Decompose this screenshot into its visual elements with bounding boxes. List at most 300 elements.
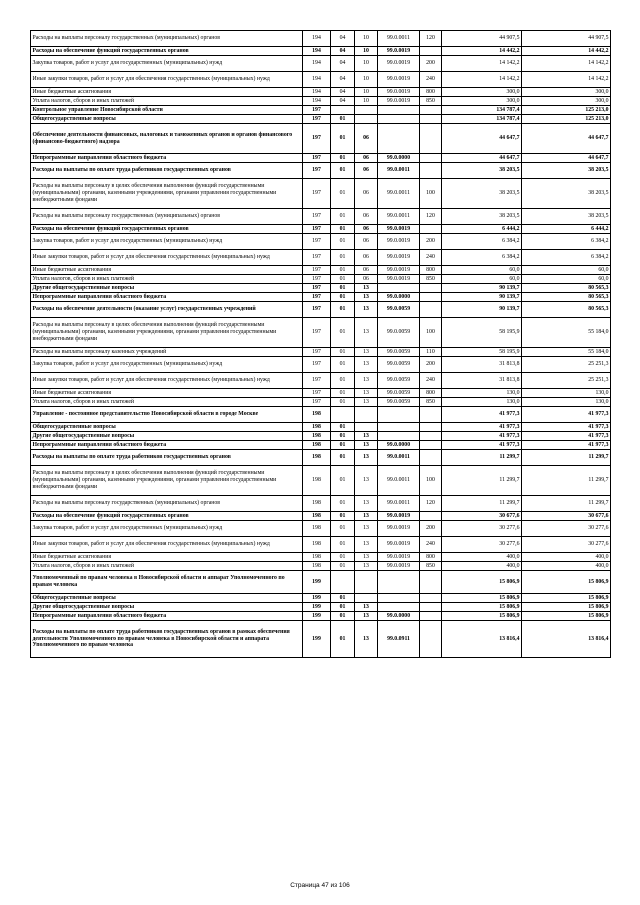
row-target-article-cell: 99.0.0011 — [378, 209, 420, 225]
row-sum-year2-cell: 41 977,3 — [522, 407, 611, 423]
row-sum-year1-cell: 38 203,5 — [442, 163, 522, 179]
row-sum-year1-cell: 14 442,2 — [442, 47, 522, 56]
row-section-cell: 01 — [331, 603, 355, 612]
budget-page — [30, 30, 610, 658]
row-sum-year2-cell: 38 203,5 — [522, 163, 611, 179]
row-section-cell: 01 — [331, 512, 355, 521]
row-sum-year1-cell: 400,0 — [442, 562, 522, 571]
row-sum-year1-cell: 13 816,4 — [442, 621, 522, 658]
row-name-cell: Иные бюджетные ассигнования — [31, 553, 303, 562]
row-name-cell: Расходы на выплаты персоналу казенных учреждений — [31, 348, 303, 357]
row-subsection-cell — [355, 106, 378, 115]
row-section-cell: 01 — [331, 284, 355, 293]
row-name-cell: Общегосударственные вопросы — [31, 594, 303, 603]
row-target-article-cell — [378, 407, 420, 423]
row-sum-year2-cell: 55 184,0 — [522, 318, 611, 348]
row-subsection-cell: 13 — [355, 398, 378, 407]
row-expense-type-cell — [420, 225, 442, 234]
row-section-cell: 01 — [331, 124, 355, 154]
row-subsection-cell: 06 — [355, 179, 378, 209]
table-row — [31, 562, 611, 571]
row-sum-year2-cell: 14 142,2 — [522, 72, 611, 88]
row-grbs-cell: 197 — [303, 234, 331, 250]
row-sum-year2-cell: 55 184,0 — [522, 348, 611, 357]
row-sum-year1-cell: 15 806,9 — [442, 571, 522, 594]
row-grbs-cell: 197 — [303, 115, 331, 124]
row-subsection-cell: 13 — [355, 318, 378, 348]
row-section-cell: 04 — [331, 56, 355, 72]
row-grbs-cell: 194 — [303, 31, 331, 47]
row-sum-year1-cell: 6 444,2 — [442, 225, 522, 234]
row-sum-year2-cell: 80 565,3 — [522, 284, 611, 293]
table-row — [31, 612, 611, 621]
row-expense-type-cell — [420, 512, 442, 521]
row-name-cell: Непрограммные направления областного бюджета — [31, 293, 303, 302]
row-subsection-cell: 13 — [355, 621, 378, 658]
row-sum-year2-cell: 6 444,2 — [522, 225, 611, 234]
row-target-article-cell — [378, 284, 420, 293]
row-section-cell — [331, 106, 355, 115]
row-sum-year1-cell: 60,0 — [442, 266, 522, 275]
row-subsection-cell — [355, 423, 378, 432]
row-name-cell: Расходы на выплаты персоналу государственных (муниципальных) органов — [31, 31, 303, 47]
row-section-cell: 01 — [331, 621, 355, 658]
row-sum-year1-cell: 11 299,7 — [442, 450, 522, 466]
row-expense-type-cell — [420, 163, 442, 179]
row-expense-type-cell: 120 — [420, 209, 442, 225]
row-sum-year1-cell: 11 299,7 — [442, 466, 522, 496]
row-name-cell: Непрограммные направления областного бюджета — [31, 612, 303, 621]
row-sum-year1-cell: 58 195,9 — [442, 348, 522, 357]
row-section-cell: 01 — [331, 450, 355, 466]
row-expense-type-cell — [420, 124, 442, 154]
row-subsection-cell — [355, 594, 378, 603]
row-sum-year2-cell: 80 565,3 — [522, 302, 611, 318]
row-subsection-cell — [355, 571, 378, 594]
row-sum-year2-cell: 30 277,6 — [522, 537, 611, 553]
row-name-cell: Непрограммные направления областного бюджета — [31, 441, 303, 450]
row-target-article-cell — [378, 594, 420, 603]
row-sum-year1-cell: 14 142,2 — [442, 56, 522, 72]
row-sum-year2-cell: 15 806,9 — [522, 612, 611, 621]
row-expense-type-cell — [420, 441, 442, 450]
row-target-article-cell: 99.0.0000 — [378, 612, 420, 621]
row-target-article-cell: 99.0.0000 — [378, 441, 420, 450]
row-expense-type-cell — [420, 293, 442, 302]
row-subsection-cell: 13 — [355, 450, 378, 466]
row-section-cell — [331, 407, 355, 423]
row-target-article-cell — [378, 106, 420, 115]
row-grbs-cell: 197 — [303, 163, 331, 179]
row-sum-year1-cell: 38 203,5 — [442, 209, 522, 225]
table-row — [31, 318, 611, 348]
row-name-cell: Другие общегосударственные вопросы — [31, 603, 303, 612]
row-name-cell: Иные бюджетные ассигнования — [31, 88, 303, 97]
row-expense-type-cell: 240 — [420, 72, 442, 88]
row-target-article-cell: 99.0.0059 — [378, 398, 420, 407]
row-target-article-cell: 99.0.0000 — [378, 154, 420, 163]
row-sum-year2-cell: 44 647,7 — [522, 124, 611, 154]
row-section-cell: 01 — [331, 234, 355, 250]
table-row — [31, 234, 611, 250]
row-section-cell: 04 — [331, 47, 355, 56]
row-subsection-cell: 10 — [355, 72, 378, 88]
row-grbs-cell: 197 — [303, 250, 331, 266]
row-target-article-cell: 99.0.0019 — [378, 250, 420, 266]
row-subsection-cell: 06 — [355, 154, 378, 163]
row-sum-year2-cell: 15 806,9 — [522, 571, 611, 594]
row-sum-year1-cell: 41 977,3 — [442, 441, 522, 450]
row-expense-type-cell — [420, 432, 442, 441]
row-name-cell: Иные закупки товаров, работ и услуг для обеспечения государственных (муниципальных) нужд — [31, 373, 303, 389]
row-name-cell: Закупка товаров, работ и услуг для государственных (муниципальных) нужд — [31, 521, 303, 537]
row-section-cell: 01 — [331, 163, 355, 179]
row-grbs-cell: 197 — [303, 302, 331, 318]
row-target-article-cell: 99.0.0019 — [378, 234, 420, 250]
page-number: Страница 47 из 106 — [290, 882, 350, 889]
row-sum-year1-cell: 400,0 — [442, 553, 522, 562]
row-name-cell: Общегосударственные вопросы — [31, 423, 303, 432]
row-expense-type-cell: 240 — [420, 537, 442, 553]
row-grbs-cell: 198 — [303, 553, 331, 562]
row-grbs-cell: 197 — [303, 106, 331, 115]
table-row — [31, 284, 611, 293]
row-name-cell: Другие общегосударственные вопросы — [31, 432, 303, 441]
row-section-cell: 01 — [331, 432, 355, 441]
table-row — [31, 225, 611, 234]
row-subsection-cell: 13 — [355, 293, 378, 302]
row-section-cell: 04 — [331, 31, 355, 47]
row-sum-year1-cell: 31 813,8 — [442, 357, 522, 373]
row-name-cell: Расходы на обеспечение деятельности (оказание услуг) государственных учреждений — [31, 302, 303, 318]
row-section-cell: 01 — [331, 423, 355, 432]
row-target-article-cell: 99.0.0059 — [378, 318, 420, 348]
row-target-article-cell: 99.0.0059 — [378, 348, 420, 357]
row-grbs-cell: 194 — [303, 56, 331, 72]
table-row — [31, 450, 611, 466]
row-subsection-cell: 13 — [355, 521, 378, 537]
row-grbs-cell: 197 — [303, 318, 331, 348]
row-subsection-cell: 13 — [355, 612, 378, 621]
row-expense-type-cell: 240 — [420, 250, 442, 266]
row-section-cell: 01 — [331, 115, 355, 124]
row-subsection-cell: 10 — [355, 56, 378, 72]
row-expense-type-cell — [420, 115, 442, 124]
row-target-article-cell: 99.0.0059 — [378, 302, 420, 318]
table-row — [31, 302, 611, 318]
row-sum-year1-cell: 6 384,2 — [442, 250, 522, 266]
row-section-cell: 01 — [331, 209, 355, 225]
row-sum-year2-cell: 300,0 — [522, 88, 611, 97]
row-sum-year1-cell: 44 647,7 — [442, 124, 522, 154]
row-grbs-cell: 197 — [303, 373, 331, 389]
row-sum-year1-cell: 90 139,7 — [442, 302, 522, 318]
row-grbs-cell: 198 — [303, 423, 331, 432]
row-section-cell: 01 — [331, 537, 355, 553]
table-row — [31, 56, 611, 72]
row-subsection-cell: 13 — [355, 562, 378, 571]
row-section-cell: 01 — [331, 373, 355, 389]
row-sum-year1-cell: 60,0 — [442, 275, 522, 284]
row-grbs-cell: 198 — [303, 432, 331, 441]
row-section-cell: 01 — [331, 496, 355, 512]
table-row — [31, 441, 611, 450]
row-sum-year2-cell: 60,0 — [522, 266, 611, 275]
row-name-cell: Расходы на выплаты по оплате труда работников государственных органов — [31, 163, 303, 179]
row-name-cell: Иные закупки товаров, работ и услуг для обеспечения государственных (муниципальных) нужд — [31, 250, 303, 266]
row-sum-year2-cell: 13 816,4 — [522, 621, 611, 658]
row-expense-type-cell: 800 — [420, 389, 442, 398]
row-grbs-cell: 199 — [303, 594, 331, 603]
row-grbs-cell: 197 — [303, 389, 331, 398]
row-subsection-cell: 13 — [355, 348, 378, 357]
table-row — [31, 348, 611, 357]
row-sum-year1-cell: 134 787,4 — [442, 115, 522, 124]
row-section-cell: 01 — [331, 266, 355, 275]
row-expense-type-cell — [420, 594, 442, 603]
row-target-article-cell: 99.0.0019 — [378, 521, 420, 537]
row-grbs-cell: 199 — [303, 571, 331, 594]
row-subsection-cell: 10 — [355, 97, 378, 106]
table-row — [31, 106, 611, 115]
table-row — [31, 72, 611, 88]
row-target-article-cell: 99.0.0019 — [378, 56, 420, 72]
row-subsection-cell: 13 — [355, 302, 378, 318]
row-subsection-cell: 06 — [355, 250, 378, 266]
row-grbs-cell: 194 — [303, 97, 331, 106]
table-row — [31, 163, 611, 179]
row-target-article-cell: 99.0.0011 — [378, 179, 420, 209]
row-grbs-cell: 198 — [303, 512, 331, 521]
row-grbs-cell: 197 — [303, 275, 331, 284]
row-sum-year1-cell: 41 977,3 — [442, 432, 522, 441]
row-target-article-cell — [378, 423, 420, 432]
row-grbs-cell: 197 — [303, 154, 331, 163]
table-row — [31, 266, 611, 275]
row-expense-type-cell: 100 — [420, 179, 442, 209]
row-grbs-cell: 197 — [303, 179, 331, 209]
row-grbs-cell: 198 — [303, 562, 331, 571]
table-row — [31, 621, 611, 658]
row-expense-type-cell — [420, 450, 442, 466]
row-section-cell: 01 — [331, 562, 355, 571]
row-expense-type-cell: 120 — [420, 496, 442, 512]
row-name-cell: Непрограммные направления областного бюджета — [31, 154, 303, 163]
table-row — [31, 179, 611, 209]
row-section-cell: 01 — [331, 466, 355, 496]
row-sum-year2-cell: 14 442,2 — [522, 47, 611, 56]
row-grbs-cell: 198 — [303, 496, 331, 512]
row-name-cell: Уплата налогов, сборов и иных платежей — [31, 97, 303, 106]
row-sum-year1-cell: 41 977,3 — [442, 407, 522, 423]
row-target-article-cell: 99.0.0011 — [378, 466, 420, 496]
row-target-article-cell: 99.0.0019 — [378, 225, 420, 234]
row-name-cell: Расходы на выплаты персоналу государственных (муниципальных) органов — [31, 496, 303, 512]
row-sum-year1-cell: 90 139,7 — [442, 293, 522, 302]
row-subsection-cell: 13 — [355, 373, 378, 389]
table-row — [31, 88, 611, 97]
row-section-cell: 01 — [331, 318, 355, 348]
row-expense-type-cell: 200 — [420, 357, 442, 373]
row-sum-year2-cell: 80 565,3 — [522, 293, 611, 302]
row-sum-year2-cell: 41 977,3 — [522, 441, 611, 450]
row-target-article-cell: 99.0.0059 — [378, 389, 420, 398]
row-expense-type-cell: 850 — [420, 562, 442, 571]
row-expense-type-cell: 850 — [420, 398, 442, 407]
table-row — [31, 373, 611, 389]
row-subsection-cell: 06 — [355, 275, 378, 284]
row-section-cell: 01 — [331, 612, 355, 621]
row-section-cell: 01 — [331, 594, 355, 603]
row-sum-year2-cell: 60,0 — [522, 275, 611, 284]
row-grbs-cell: 197 — [303, 348, 331, 357]
row-expense-type-cell — [420, 284, 442, 293]
row-section-cell — [331, 571, 355, 594]
row-section-cell: 01 — [331, 357, 355, 373]
row-section-cell: 01 — [331, 521, 355, 537]
row-sum-year2-cell: 125 213,0 — [522, 115, 611, 124]
row-subsection-cell: 06 — [355, 225, 378, 234]
row-expense-type-cell — [420, 47, 442, 56]
row-subsection-cell: 06 — [355, 209, 378, 225]
row-target-article-cell: 99.0.0059 — [378, 373, 420, 389]
row-expense-type-cell: 850 — [420, 97, 442, 106]
row-subsection-cell: 13 — [355, 389, 378, 398]
table-row — [31, 275, 611, 284]
row-grbs-cell: 197 — [303, 209, 331, 225]
row-grbs-cell: 194 — [303, 88, 331, 97]
row-section-cell: 01 — [331, 275, 355, 284]
row-sum-year2-cell: 400,0 — [522, 553, 611, 562]
row-name-cell: Закупка товаров, работ и услуг для государственных (муниципальных) нужд — [31, 234, 303, 250]
row-sum-year1-cell: 130,0 — [442, 398, 522, 407]
row-sum-year2-cell: 25 251,3 — [522, 357, 611, 373]
row-sum-year2-cell: 11 299,7 — [522, 496, 611, 512]
row-subsection-cell: 10 — [355, 31, 378, 47]
row-target-article-cell: 99.0.0011 — [378, 31, 420, 47]
row-target-article-cell: 99.0.0019 — [378, 537, 420, 553]
row-sum-year2-cell: 11 299,7 — [522, 450, 611, 466]
row-name-cell: Расходы на выплаты по оплате труда работников государственных органов в рамках обеспечения деятельности Уполномоченного по правам человека в Новосибирской области и аппарата Уполномоченного по правам человека — [31, 621, 303, 658]
row-target-article-cell — [378, 432, 420, 441]
row-name-cell: Расходы на выплаты персоналу в целях обеспечения выполнения функций государственными (муниципальными) органами, казенными учреждениями, органами управления государственными внебюджетными фондами — [31, 179, 303, 209]
row-target-article-cell: 99.0.0019 — [378, 266, 420, 275]
row-grbs-cell: 194 — [303, 72, 331, 88]
table-row — [31, 398, 611, 407]
row-grbs-cell: 197 — [303, 124, 331, 154]
row-target-article-cell: 99.0.0019 — [378, 88, 420, 97]
row-section-cell: 01 — [331, 348, 355, 357]
row-sum-year1-cell: 41 977,3 — [442, 423, 522, 432]
row-sum-year2-cell: 14 142,2 — [522, 56, 611, 72]
row-subsection-cell: 13 — [355, 603, 378, 612]
row-section-cell: 04 — [331, 97, 355, 106]
row-subsection-cell: 13 — [355, 284, 378, 293]
row-subsection-cell: 06 — [355, 234, 378, 250]
row-section-cell: 01 — [331, 389, 355, 398]
row-expense-type-cell — [420, 423, 442, 432]
row-expense-type-cell — [420, 603, 442, 612]
table-row — [31, 521, 611, 537]
row-sum-year2-cell: 15 806,9 — [522, 603, 611, 612]
row-sum-year1-cell: 15 806,9 — [442, 603, 522, 612]
row-sum-year1-cell: 38 203,5 — [442, 179, 522, 209]
row-name-cell: Закупка товаров, работ и услуг для государственных (муниципальных) нужд — [31, 357, 303, 373]
row-subsection-cell: 10 — [355, 47, 378, 56]
row-grbs-cell: 198 — [303, 466, 331, 496]
row-grbs-cell: 198 — [303, 521, 331, 537]
row-sum-year2-cell: 38 203,5 — [522, 179, 611, 209]
row-subsection-cell — [355, 115, 378, 124]
row-expense-type-cell — [420, 571, 442, 594]
row-target-article-cell: 99.0.0019 — [378, 512, 420, 521]
row-sum-year2-cell: 125 213,0 — [522, 106, 611, 115]
budget-table — [30, 30, 611, 658]
row-name-cell: Иные бюджетные ассигнования — [31, 389, 303, 398]
table-row — [31, 154, 611, 163]
row-name-cell: Закупка товаров, работ и услуг для государственных (муниципальных) нужд — [31, 56, 303, 72]
table-row — [31, 553, 611, 562]
row-sum-year2-cell: 44 907,5 — [522, 31, 611, 47]
row-sum-year1-cell: 30 677,6 — [442, 512, 522, 521]
row-name-cell: Уплата налогов, сборов и иных платежей — [31, 398, 303, 407]
row-target-article-cell: 99.0.0911 — [378, 621, 420, 658]
row-name-cell: Расходы на обеспечение функций государственных органов — [31, 225, 303, 234]
row-sum-year2-cell: 25 251,3 — [522, 373, 611, 389]
row-name-cell: Расходы на выплаты персоналу в целях обеспечения выполнения функций государственными (муниципальными) органами, казенными учреждениями, органами управления государственными внебюджетными фондами — [31, 466, 303, 496]
row-section-cell: 01 — [331, 302, 355, 318]
row-expense-type-cell: 850 — [420, 275, 442, 284]
table-row — [31, 250, 611, 266]
table-row — [31, 512, 611, 521]
row-sum-year1-cell: 11 299,7 — [442, 496, 522, 512]
row-sum-year2-cell: 30 677,6 — [522, 512, 611, 521]
row-section-cell: 01 — [331, 441, 355, 450]
table-row — [31, 603, 611, 612]
row-target-article-cell: 99.0.0011 — [378, 163, 420, 179]
row-name-cell: Уплата налогов, сборов и иных платежей — [31, 562, 303, 571]
row-expense-type-cell — [420, 154, 442, 163]
row-grbs-cell: 197 — [303, 398, 331, 407]
row-subsection-cell: 13 — [355, 441, 378, 450]
row-section-cell: 01 — [331, 553, 355, 562]
row-subsection-cell: 13 — [355, 512, 378, 521]
row-expense-type-cell: 800 — [420, 553, 442, 562]
row-name-cell: Общегосударственные вопросы — [31, 115, 303, 124]
row-name-cell: Уполномоченный по правам человека в Новосибирской области и аппарат Уполномоченного по правам человека — [31, 571, 303, 594]
row-name-cell: Управление - постоянное представительство Новосибирской области в городе Москве — [31, 407, 303, 423]
table-row — [31, 496, 611, 512]
row-target-article-cell: 99.0.0011 — [378, 496, 420, 512]
table-row — [31, 423, 611, 432]
row-grbs-cell: 199 — [303, 612, 331, 621]
row-name-cell: Расходы на обеспечение функций государственных органов — [31, 512, 303, 521]
row-sum-year1-cell: 6 384,2 — [442, 234, 522, 250]
row-expense-type-cell — [420, 302, 442, 318]
row-name-cell: Обеспечение деятельности финансовых, налоговых и таможенных органов и органов финансового (финансово-бюджетного) надзора — [31, 124, 303, 154]
row-subsection-cell: 13 — [355, 466, 378, 496]
row-target-article-cell: 99.0.0019 — [378, 47, 420, 56]
row-target-article-cell: 99.0.0019 — [378, 275, 420, 284]
table-row — [31, 31, 611, 47]
row-section-cell: 01 — [331, 154, 355, 163]
row-subsection-cell: 10 — [355, 88, 378, 97]
row-section-cell: 04 — [331, 72, 355, 88]
row-section-cell: 01 — [331, 398, 355, 407]
row-sum-year1-cell: 30 277,6 — [442, 521, 522, 537]
table-row — [31, 466, 611, 496]
row-grbs-cell: 197 — [303, 284, 331, 293]
